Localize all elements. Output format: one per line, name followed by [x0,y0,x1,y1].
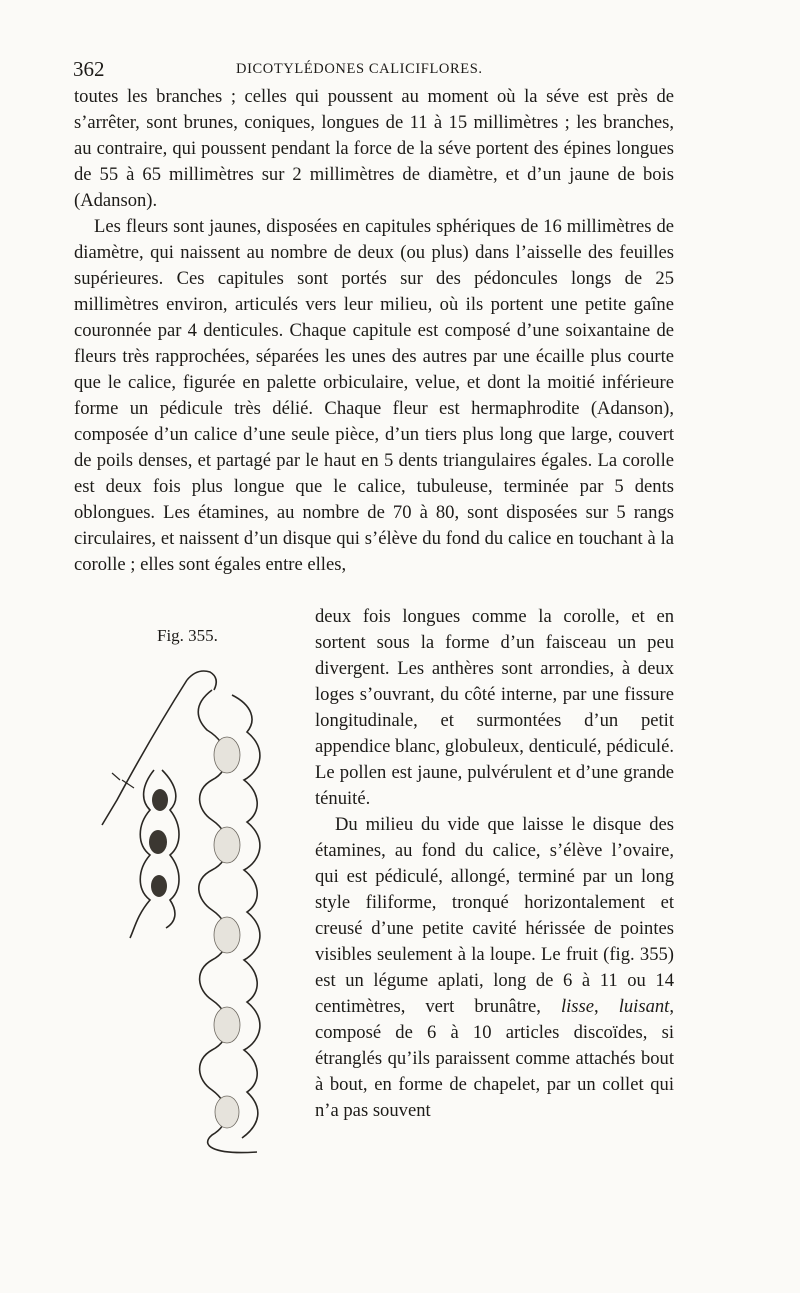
fruit-text-b: , composé de 6 à 10 articles discoïdes, si étranglés qu’ils paraissent comme attachés bout à bout, en forme de chapelet, par un collet qui n’a pas souvent [315,996,674,1121]
legume-pod-illustration [82,660,312,1180]
figure-caption: Fig. 355. [157,626,218,645]
paragraph-stamens: deux fois longues comme la corolle, et en sortent sous la forme d’un faisceau un peu divergent. Les anthères sont arrondies, à deux loges s’ouvrant, du côté interne, par une fissure longitudinale, et surmontées d’un petit appendice blanc, globuleux, denticulé, pédiculé. Le pollen est jaune, pulvérulent et d’une grande ténuité. [315,606,674,809]
top-text-block [74,84,674,578]
italic-lisse: lisse [560,996,595,1017]
page-number: 362 [73,57,105,81]
italic-luisant: luisant [618,996,670,1017]
short-pod [130,770,154,938]
comma-separator: , [594,996,619,1017]
paragraph-branches: toutes les branches ; celles qui poussent au moment où la séve est près de s’arrêter, sont brunes, coniques, longues de 11 à 15 millimètres ; les branches, au contraire, qui poussent pendant la force de la séve portent des épines longues de 55 à 65 millimètres sur 2 millimètres de diamètre, et d’un jaune de bois (Adanson). [74,86,674,211]
paragraph-ovary-fruit [315,812,674,1124]
paragraph-flowers: Les fleurs sont jaunes, disposées en capitules sphériques de 16 millimètres de diamètre, qui naissent au nombre de deux (ou plus) dans l’aisselle des feuilles supérieures. Ces capitules sont portés sur des pédoncules longs de 25 millimètres environ, articulés vers leur milieu, où ils portent une petite gaîne couronnée par 4 denticules. Chaque capitule est composé d’une soixantaine de fleurs très rapprochées, séparées les unes des autres par une écaille plus courte que le calice, figurée en palette orbiculaire, velue, et dont la moitié inférieure forme un pédicule très délié. Chaque fleur est hermaphrodite (Adanson), composée d’un calice d’une seule pièce, d’un tiers plus long que large, couvert de poils denses, et partagé par le haut en 5 dents triangulaires égales. La corolle est deux fois plus longue que le calice, tubuleuse, terminée par 5 dents oblongues. Les étamines, au nombre de 70 à 80, sont disposées sur 5 rangs circulaires, et naissent d’un disque qui s’élève du fond du calice en touchant à la corolle ; elles sont égales entre elles, [74,216,674,575]
fruit-text-a: Du milieu du vide que laisse le disque des étamines, au fond du calice, s’élève l’ovaire, qui est pédiculé, allongé, terminé par un long style filiforme, tronqué horizontalement et creusé d’une petite cavité hérissée de pointes visibles seulement à la loupe. Le fruit (fig. 355) est un légume aplati, long de 6 à 11 ou 14 centimètres, vert brunâtre, [315,814,674,1017]
right-column-text [315,604,674,1124]
running-title: DICOTYLÉDONES CALICIFLORES. [236,61,483,77]
